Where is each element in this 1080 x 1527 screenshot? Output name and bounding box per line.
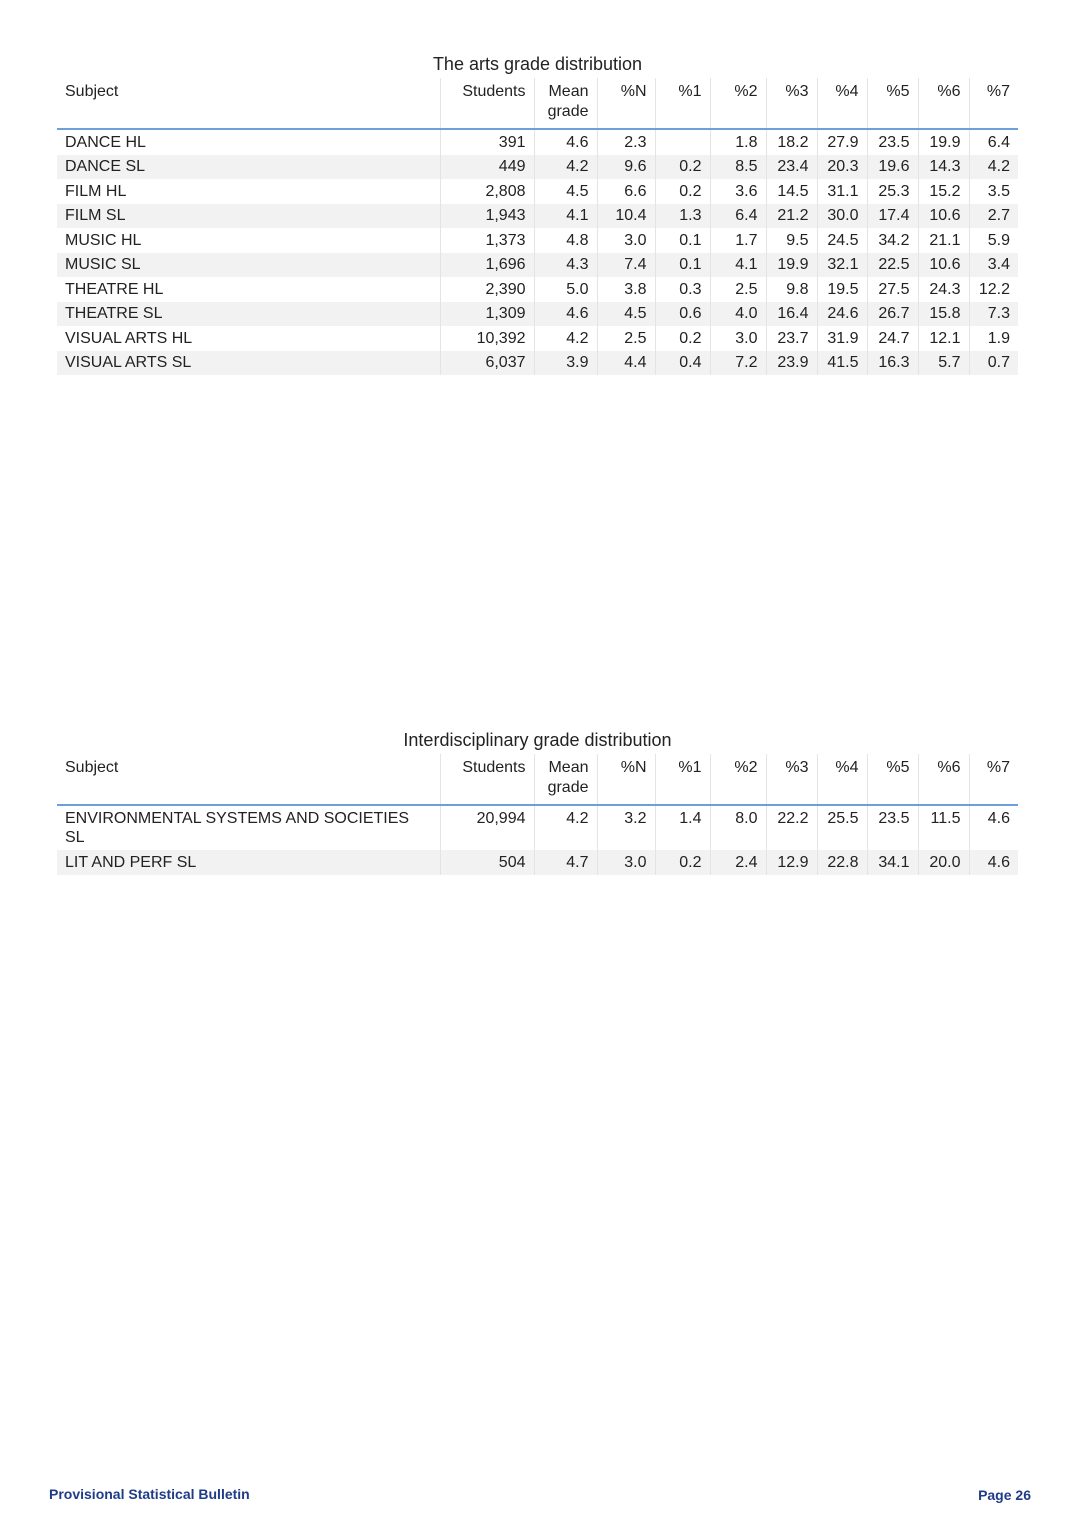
value-cell: 1,373 — [440, 228, 534, 253]
value-cell: 16.4 — [766, 302, 817, 327]
value-cell: 1.9 — [987, 329, 1010, 347]
value-cell: 14.3 — [918, 155, 969, 180]
table-header-row — [57, 754, 1018, 805]
value-cell: 0.1 — [655, 253, 710, 278]
value-cell: 5.0 — [534, 277, 597, 302]
value-cell: 15.8 — [918, 302, 969, 327]
column-header: %6 — [918, 754, 969, 805]
subject-cell: DANCE HL — [57, 129, 440, 155]
value-cell: 31.9 — [817, 326, 867, 351]
subject-cell: FILM HL — [57, 179, 440, 204]
value-cell: 23.7 — [766, 326, 817, 351]
value-cell: 30.0 — [817, 204, 867, 229]
column-header: Subject — [57, 78, 440, 129]
interdisciplinary-table-block — [57, 728, 1018, 875]
value-cell: 0.7 — [969, 351, 1018, 376]
value-cell: 4.3 — [534, 253, 597, 278]
value-cell: 14.5 — [766, 179, 817, 204]
value-cell: 10.6 — [918, 253, 969, 278]
value-cell: 2.5 — [710, 277, 766, 302]
arts-table-block — [57, 52, 1018, 375]
value-cell: 19.9 — [766, 253, 817, 278]
value-cell: 7.2 — [710, 351, 766, 376]
value-cell: 2,390 — [440, 277, 534, 302]
value-cell: 4.7 — [534, 850, 597, 875]
table-row — [57, 302, 1018, 327]
subject-cell: VISUAL ARTS HL — [57, 326, 440, 351]
value-cell: 4.8 — [534, 228, 597, 253]
column-header: Students — [440, 78, 534, 129]
table-row — [57, 805, 1018, 850]
column-header: %N — [597, 754, 655, 805]
subject-cell: MUSIC SL — [57, 253, 440, 278]
table-row — [57, 228, 1018, 253]
value-cell: 4.0 — [710, 302, 766, 327]
footer-bulletin-title: Provisional Statistical Bulletin — [49, 1486, 250, 1502]
subject-cell: THEATRE SL — [57, 302, 440, 327]
value-cell: 11.5 — [918, 805, 969, 850]
column-header: %1 — [655, 754, 710, 805]
value-cell: 1,943 — [440, 204, 534, 229]
value-cell: 19.9 — [918, 129, 969, 155]
value-cell: 4.6 — [534, 302, 597, 327]
column-header: %2 — [710, 754, 766, 805]
value-cell: 6.4 — [987, 133, 1010, 151]
value-cell: 4.6 — [534, 129, 597, 155]
column-header: Subject — [57, 754, 440, 805]
column-header: %5 — [867, 78, 918, 129]
value-cell: 19.6 — [867, 155, 918, 180]
footer-page-number: Page 26 — [978, 1487, 1031, 1503]
value-cell: 9.5 — [766, 228, 817, 253]
column-header: %7 — [969, 754, 1018, 805]
value-cell: 26.7 — [867, 302, 918, 327]
value-cell: 16.3 — [867, 351, 918, 376]
value-cell: 12.2 — [978, 280, 1010, 298]
value-cell: 15.2 — [918, 179, 969, 204]
value-cell: 504 — [440, 850, 534, 875]
subject-cell: THEATRE HL — [57, 277, 440, 302]
subject-cell: LIT AND PERF SL — [57, 850, 440, 875]
table-row — [57, 277, 1018, 302]
value-cell: 3.0 — [597, 850, 655, 875]
value-cell: 31.1 — [817, 179, 867, 204]
column-header: %4 — [817, 78, 867, 129]
value-cell: 4.4 — [597, 351, 655, 376]
table-row — [57, 253, 1018, 278]
value-cell: 8.5 — [710, 155, 766, 180]
table-row — [57, 155, 1018, 180]
subject-cell: ENVIRONMENTAL SYSTEMS AND SOCIETIES SL — [57, 805, 440, 850]
value-cell: 0.2 — [655, 850, 710, 875]
value-cell: 449 — [440, 155, 534, 180]
value-cell: 0.4 — [655, 351, 710, 376]
value-cell: 22.5 — [867, 253, 918, 278]
value-cell: 5.9 — [987, 231, 1010, 249]
column-header: %2 — [710, 78, 766, 129]
value-cell: 2.5 — [597, 326, 655, 351]
value-cell: 1,696 — [440, 253, 534, 278]
value-cell: 27.5 — [867, 277, 918, 302]
value-cell: 23.9 — [766, 351, 817, 376]
table-row — [57, 129, 1018, 155]
value-cell: 3.4 — [969, 253, 1018, 278]
value-cell: 10.4 — [597, 204, 655, 229]
value-cell: 0.2 — [655, 155, 710, 180]
value-cell: 7.4 — [597, 253, 655, 278]
value-cell: 24.3 — [918, 277, 969, 302]
value-cell: 0.3 — [655, 277, 710, 302]
column-header: %5 — [867, 754, 918, 805]
interdisciplinary-table-title: Interdisciplinary grade distribution — [403, 730, 672, 750]
subject-cell: MUSIC HL — [57, 228, 440, 253]
column-header: %6 — [918, 78, 969, 129]
value-cell: 4.5 — [597, 302, 655, 327]
value-cell: 20.3 — [817, 155, 867, 180]
value-cell: 4.5 — [534, 179, 597, 204]
value-cell: 0.6 — [655, 302, 710, 327]
value-cell — [655, 129, 710, 155]
value-cell: 12.1 — [918, 326, 969, 351]
value-cell: 4.2 — [534, 326, 597, 351]
value-cell: 25.5 — [817, 805, 867, 850]
arts-table-title: The arts grade distribution — [432, 54, 643, 74]
value-cell: 1,309 — [440, 302, 534, 327]
value-cell: 3.6 — [710, 179, 766, 204]
value-cell: 23.5 — [867, 129, 918, 155]
column-header: Mean grade — [534, 78, 597, 129]
value-cell: 7.3 — [969, 302, 1018, 327]
value-cell: 1.7 — [710, 228, 766, 253]
value-cell: 9.6 — [597, 155, 655, 180]
value-cell: 22.2 — [766, 805, 817, 850]
value-cell: 27.9 — [817, 129, 867, 155]
table-row — [57, 850, 1018, 875]
value-cell: 9.8 — [766, 277, 817, 302]
value-cell: 24.5 — [817, 228, 867, 253]
value-cell: 25.3 — [867, 179, 918, 204]
value-cell: 34.2 — [867, 228, 918, 253]
value-cell: 10,392 — [440, 326, 534, 351]
value-cell: 391 — [440, 129, 534, 155]
value-cell: 3.0 — [597, 228, 655, 253]
value-cell: 0.2 — [655, 179, 710, 204]
table-row — [57, 326, 1018, 351]
value-cell: 21.1 — [918, 228, 969, 253]
value-cell: 24.6 — [817, 302, 867, 327]
value-cell: 1.3 — [655, 204, 710, 229]
value-cell: 21.2 — [766, 204, 817, 229]
table-header-row — [57, 78, 1018, 129]
value-cell: 5.7 — [918, 351, 969, 376]
value-cell: 1.4 — [655, 805, 710, 850]
value-cell: 4.2 — [534, 805, 597, 850]
column-header: %N — [597, 78, 655, 129]
value-cell: 12.9 — [766, 850, 817, 875]
value-cell: 20.0 — [918, 850, 969, 875]
value-cell: 2.7 — [969, 204, 1018, 229]
table-row — [57, 204, 1018, 229]
value-cell: 17.4 — [867, 204, 918, 229]
value-cell: 2.4 — [710, 850, 766, 875]
value-cell: 6.4 — [710, 204, 766, 229]
value-cell: 3.2 — [597, 805, 655, 850]
value-cell: 2,808 — [440, 179, 534, 204]
column-header: %3 — [766, 754, 817, 805]
value-cell: 6,037 — [440, 351, 534, 376]
value-cell: 3.5 — [987, 182, 1010, 200]
value-cell: 20,994 — [440, 805, 534, 850]
column-header: %3 — [766, 78, 817, 129]
value-cell: 22.8 — [817, 850, 867, 875]
value-cell: 6.6 — [597, 179, 655, 204]
value-cell: 23.4 — [766, 155, 817, 180]
value-cell: 32.1 — [817, 253, 867, 278]
column-header: %1 — [655, 78, 710, 129]
subject-cell: FILM SL — [57, 204, 440, 229]
value-cell: 4.6 — [987, 809, 1010, 827]
value-cell: 0.2 — [655, 326, 710, 351]
value-cell: 41.5 — [817, 351, 867, 376]
value-cell: 4.1 — [710, 253, 766, 278]
interdisciplinary-grade-table — [57, 754, 1018, 875]
value-cell: 4.1 — [534, 204, 597, 229]
arts-grade-table — [57, 78, 1018, 375]
value-cell: 3.8 — [597, 277, 655, 302]
subject-cell: VISUAL ARTS SL — [57, 351, 440, 376]
value-cell: 23.5 — [867, 805, 918, 850]
value-cell: 34.1 — [867, 850, 918, 875]
value-cell: 8.0 — [710, 805, 766, 850]
column-header: %7 — [969, 78, 1018, 129]
table-row — [57, 351, 1018, 376]
value-cell: 19.5 — [817, 277, 867, 302]
value-cell: 0.1 — [655, 228, 710, 253]
value-cell: 3.0 — [710, 326, 766, 351]
value-cell: 4.2 — [534, 155, 597, 180]
value-cell: 3.9 — [534, 351, 597, 376]
column-header: %4 — [817, 754, 867, 805]
value-cell: 18.2 — [766, 129, 817, 155]
value-cell: 4.6 — [969, 850, 1018, 875]
value-cell: 1.8 — [710, 129, 766, 155]
value-cell: 4.2 — [969, 155, 1018, 180]
column-header: Mean grade — [534, 754, 597, 805]
value-cell: 10.6 — [918, 204, 969, 229]
column-header: Students — [440, 754, 534, 805]
subject-cell: DANCE SL — [57, 155, 440, 180]
value-cell: 2.3 — [597, 129, 655, 155]
table-row — [57, 179, 1018, 204]
value-cell: 24.7 — [867, 326, 918, 351]
